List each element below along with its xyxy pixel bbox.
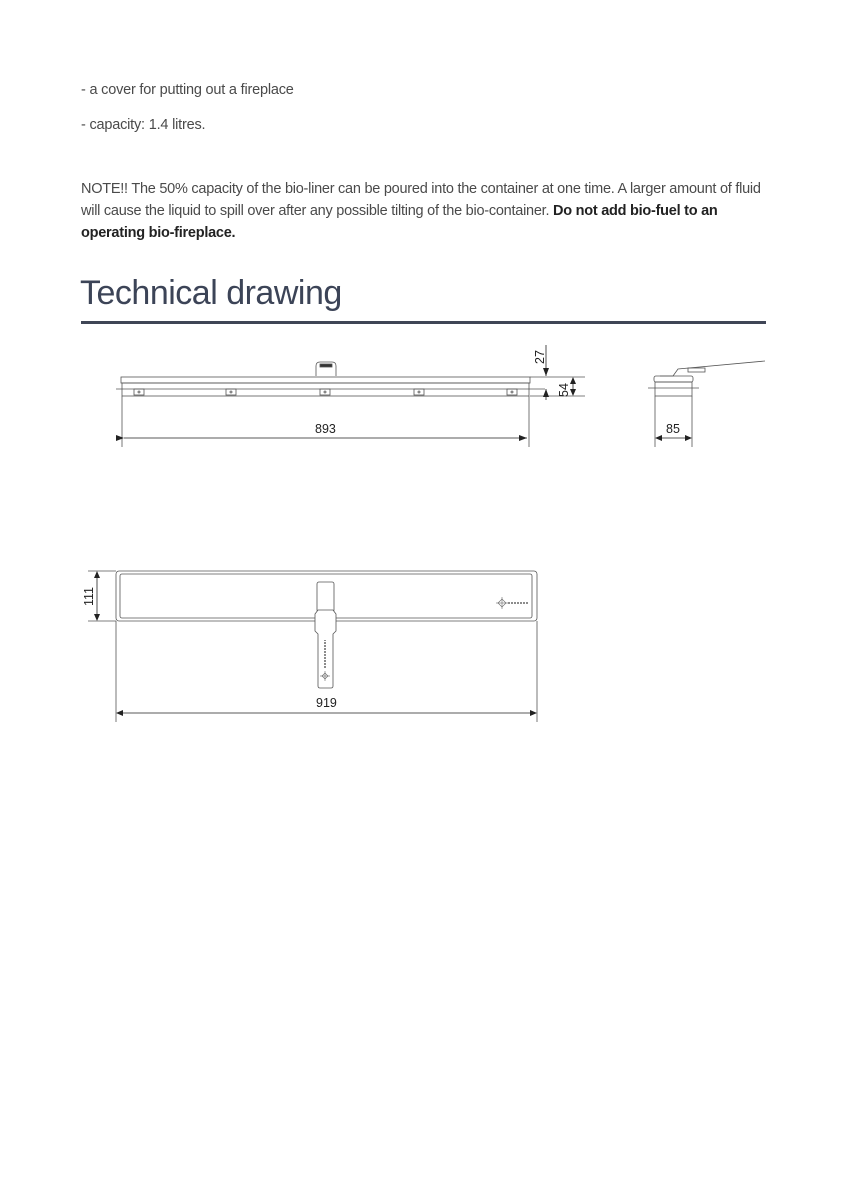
dim-side-width: 85: [666, 422, 680, 436]
top-handle-upper: [317, 582, 334, 612]
dim-top-depth: 111: [82, 586, 96, 606]
front-body: [122, 383, 529, 396]
dim-top-length: 919: [316, 696, 337, 710]
front-brackets: [134, 389, 517, 395]
top-view: [82, 571, 537, 722]
bullet-cover: - a cover for putting out a fireplace: [81, 82, 294, 98]
front-lid: [121, 377, 530, 383]
section-title: Technical drawing: [80, 274, 342, 312]
dim-front-partial-height: 27: [533, 350, 547, 364]
kratki-logo-icon: [320, 597, 528, 681]
dim-front-height: 54: [557, 383, 571, 397]
side-view: [648, 361, 765, 447]
bullet-capacity: - capacity: 1.4 litres.: [81, 117, 206, 133]
side-lid-arm: [660, 361, 765, 376]
dim-front-length: 893: [315, 422, 336, 436]
front-view: [116, 345, 585, 447]
note-warning: Do not add bio-fuel to an operating bio-fireplace.: [81, 203, 718, 241]
note-text: NOTE!! The 50% capacity of the bio-liner can be poured into the container at one time. A larger amount of fluid will cause the liquid to spill over after any possible tilting of the bio-container.: [81, 181, 761, 219]
